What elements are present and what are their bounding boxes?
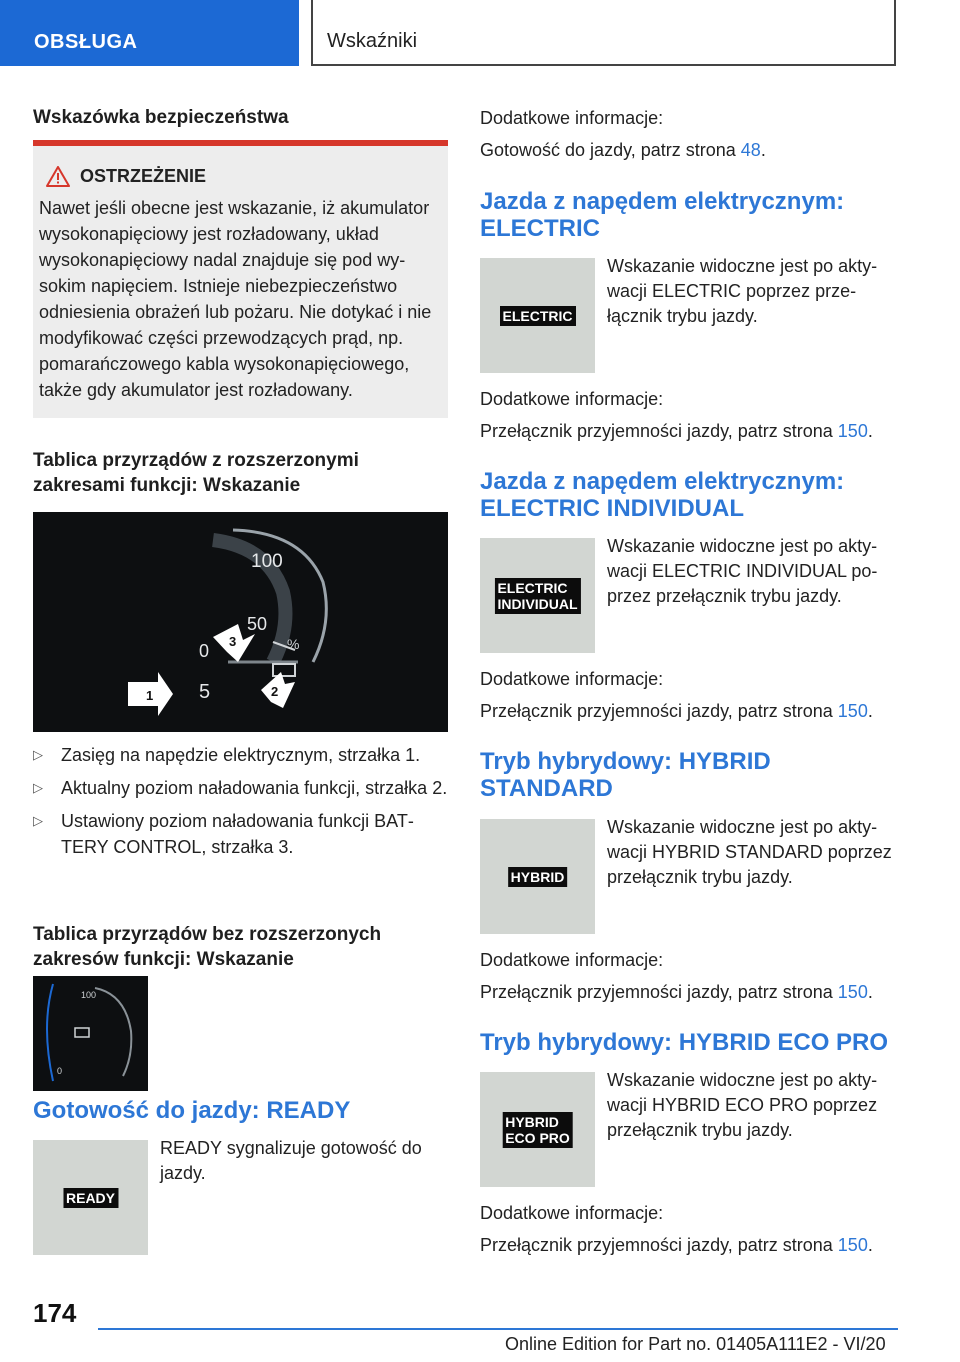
more-info-label: Dodatkowe informacje:: [480, 950, 664, 970]
driving-switch-reference: Przełącznik przyjemności jazdy, patrz strona 150.: [480, 982, 873, 1002]
driving-switch-reference: Przełącznik przyjemności jazdy, patrz strona 150.: [480, 1235, 873, 1255]
electric-individual-badge: ELECTRIC INDIVIDUAL: [494, 578, 580, 614]
more-info-label: Dodatkowe informacje:: [480, 108, 664, 128]
arrow-label-1: 1: [146, 688, 154, 703]
page-link[interactable]: 150: [837, 1235, 868, 1255]
reference-text: Przełącznik przyjemności jazdy, patrz strona: [480, 982, 838, 1002]
more-info-label: Dodatkowe informacje:: [480, 389, 664, 409]
hybrid-eco-pro-indicator-image: [480, 1072, 595, 1187]
header-section-label: OBSŁUGA: [34, 31, 138, 53]
hybrid-eco-pro-badge: HYBRID ECO PRO: [502, 1112, 573, 1148]
hybrid-badge: HYBRID: [508, 867, 568, 887]
extended-gauge-graphic: [33, 512, 448, 732]
page-link[interactable]: 150: [837, 701, 868, 721]
section-heading-electric-individual: Jazda z napędem elektrycznym: ELECTRIC INDIVIDUAL: [480, 468, 845, 522]
warning-body: Nawet jeśli obecne jest wskazanie, iż akumulator wysokonapięciowy jest rozładowany, układ wysokonapięciowy nadal znajduje się pod wysokim napięciem. Istnieje niebezpieczeństwo odniesienia obrażeń lub pożaru. Nie dotykać i nie modyfikować części przewodzących prąd, np. pomarańczowego kabla wysokonapięciowego, także gdy akumulator jest rozładowany.: [39, 198, 432, 400]
page-link[interactable]: 150: [837, 421, 868, 441]
driving-switch-reference: Przełącznik przyjemności jazdy, patrz strona 150.: [480, 421, 873, 441]
driving-switch-reference: Przełącznik przyjemności jazdy, patrz strona 150.: [480, 701, 873, 721]
hybrid-eco-pro-description: Wskazanie widoczne jest po aktywacji HYBRID ECO PRO poprzez przełącznik trybu jazdy.: [607, 1070, 878, 1140]
arrow-label-2: 2: [271, 684, 279, 699]
section-heading-hybrid-standard: Tryb hybrydowy: HYBRID STANDARD: [480, 748, 771, 802]
warning-title-row: [46, 166, 442, 187]
header-chapter-box: [311, 0, 896, 66]
basic-cluster-heading: Tablica przyrządów bez rozszerzonych zakresów funkcji: Wskazanie: [33, 924, 382, 970]
small-gauge-label-100: 100: [81, 990, 97, 1000]
warning-box: [33, 140, 448, 418]
ready-description: READY sygnalizuje gotowość do jazdy.: [160, 1138, 422, 1183]
reference-text: Przełącznik przyjemności jazdy, patrz strona: [480, 1235, 838, 1255]
footer-divider: [98, 1328, 898, 1330]
edition-note: Online Edition for Part no. 01405A111E2 - VI/20: [505, 1334, 886, 1354]
gauge-label-100: 100: [251, 551, 283, 572]
ready-reference: Gotowość do jazdy, patrz strona 48.: [480, 140, 766, 160]
arrow-label-3: 3: [229, 634, 237, 649]
header-chapter-label: Wskaźniki: [327, 30, 418, 52]
list-item: ▷ Zasięg na napędzie elektrycznym, strzałka 1.: [33, 742, 448, 768]
small-gauge-label-0: 0: [57, 1066, 63, 1076]
more-info-label: Dodatkowe informacje:: [480, 1203, 664, 1223]
gauge-label-range: 5: [199, 681, 211, 703]
ready-heading: Gotowość do jazdy: READY: [33, 1097, 351, 1124]
page-number: 174: [33, 1298, 77, 1328]
ready-reference-text: Gotowość do jazdy, patrz strona: [480, 140, 741, 160]
section-heading-hybrid-eco-pro: Tryb hybrydowy: HYBRID ECO PRO: [480, 1029, 889, 1056]
reference-text: Przełącznik przyjemności jazdy, patrz strona: [480, 701, 838, 721]
warning-title: OSTRZEŻENIE: [80, 166, 207, 186]
gauge-label-percent: %: [287, 636, 300, 652]
safety-heading: Wskazówka bezpieczeństwa: [33, 107, 289, 128]
more-info-label: Dodatkowe informacje:: [480, 669, 664, 689]
hybrid-standard-description: Wskazanie widoczne jest po aktywacji HYBRID STANDARD poprzez przełącznik trybu jazdy.: [607, 817, 892, 887]
list-item: ▷ Ustawiony poziom naładowania funkcji BATTERY CONTROL, strzałka 3.: [33, 808, 448, 860]
electric-description: Wskazanie widoczne jest po aktywacji ELECTRIC poprzez przełącznik trybu jazdy.: [607, 256, 878, 326]
section-heading-electric: Jazda z napędem elektrycznym: ELECTRIC: [480, 188, 845, 242]
header-section-tab: [0, 0, 299, 66]
basic-gauge-graphic: [33, 976, 148, 1091]
page-link[interactable]: 150: [837, 982, 868, 1002]
extended-cluster-heading: Tablica przyrządów z rozszerzonymi zakresami funkcji: Wskazanie: [33, 450, 359, 496]
extended-cluster-illustration: [33, 512, 448, 732]
reference-text: Przełącznik przyjemności jazdy, patrz strona: [480, 421, 838, 441]
ready-indicator-image: [33, 1140, 148, 1255]
list-item: ▷ Aktualny poziom naładowania funkcji, strzałka 2.: [33, 775, 448, 801]
basic-cluster-illustration: [33, 976, 148, 1091]
electric-individual-description: Wskazanie widoczne jest po aktywacji ELECTRIC INDIVIDUAL poprzez przełącznik trybu jazdy.: [607, 536, 878, 606]
electric-badge: ELECTRIC: [500, 306, 576, 326]
ready-badge: READY: [63, 1188, 118, 1208]
hybrid-indicator-image: [480, 819, 595, 934]
ready-page-link[interactable]: 48: [740, 140, 761, 160]
gauge-label-50: 50: [247, 614, 268, 634]
electric-individual-indicator-image: [480, 538, 595, 653]
arrow-legend-list: [33, 742, 448, 867]
warning-triangle-icon: [46, 166, 70, 187]
gauge-label-0: 0: [199, 641, 210, 661]
electric-indicator-image: [480, 258, 595, 373]
